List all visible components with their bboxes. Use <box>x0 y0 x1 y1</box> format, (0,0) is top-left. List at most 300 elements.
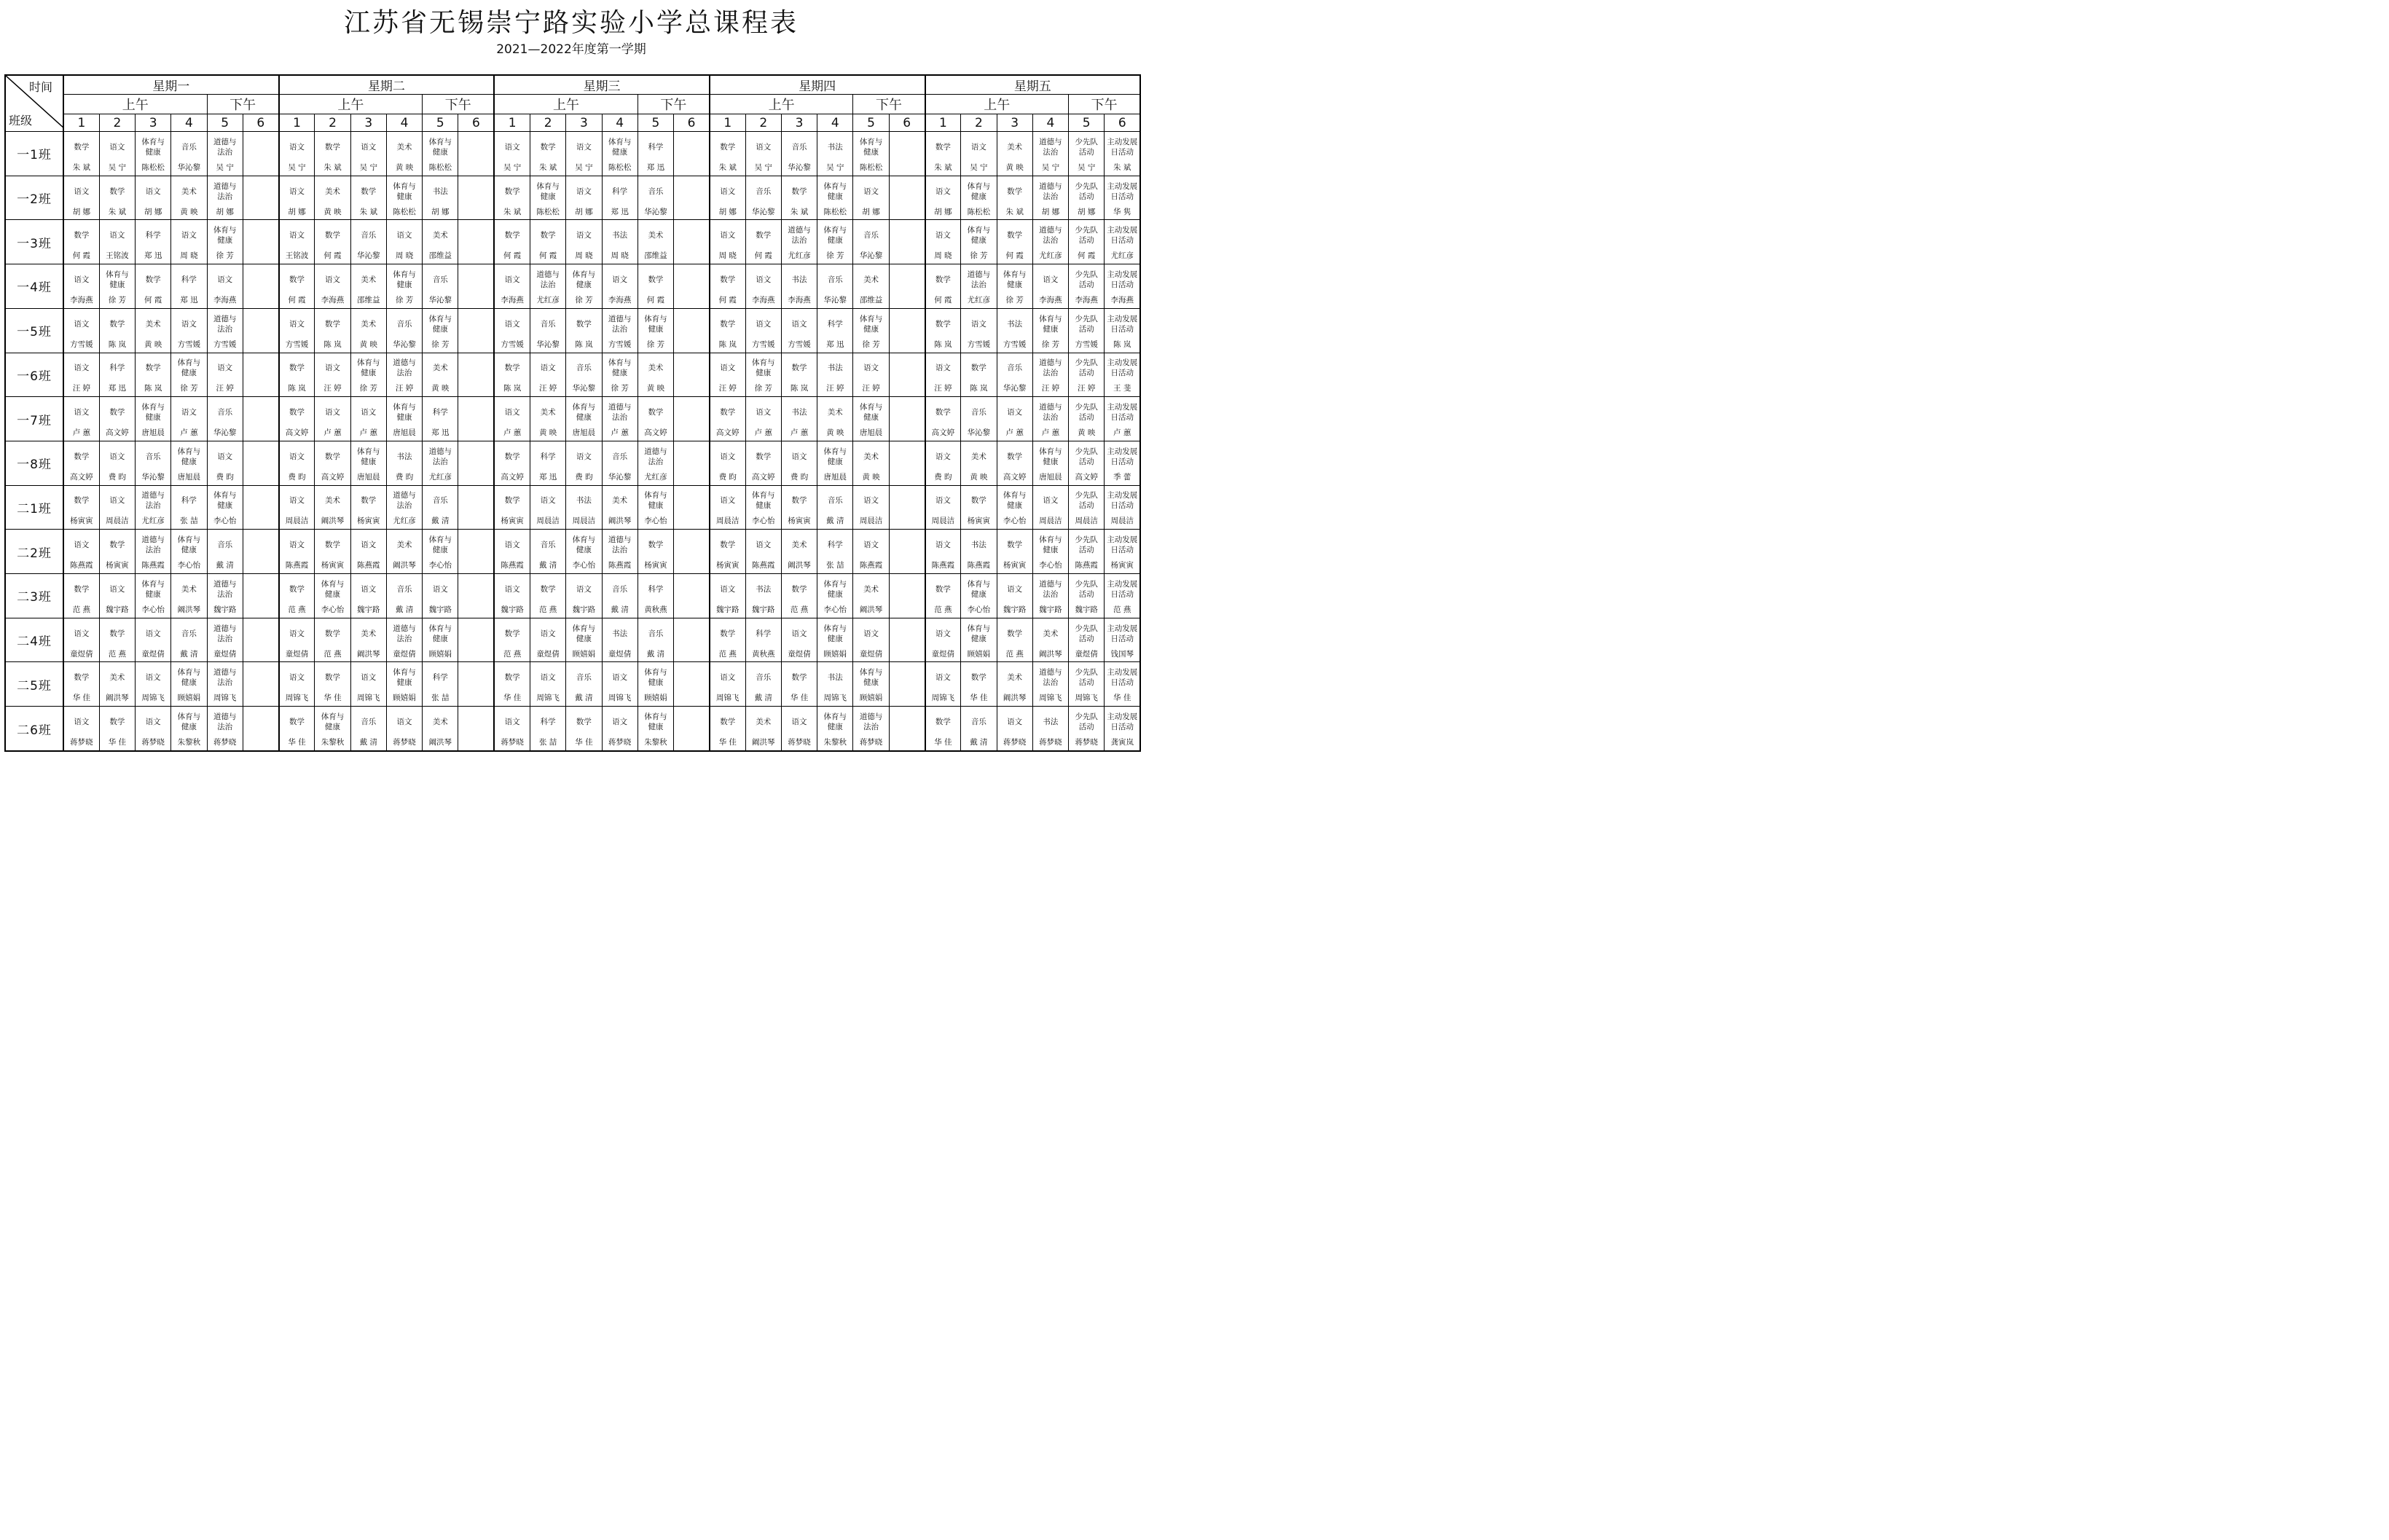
subject-label: 科学 <box>827 541 843 550</box>
schedule-cell <box>566 220 602 264</box>
teacher-name: 陈 岚 <box>575 339 593 349</box>
table-row <box>5 397 1140 441</box>
cell-content <box>315 663 350 705</box>
teacher-name: 戴 清 <box>754 694 772 703</box>
subject-label: 书法 <box>1007 319 1023 329</box>
teacher-name: 杨寅寅 <box>644 561 667 570</box>
subject-label: 语文 <box>74 186 90 196</box>
subject-label: 道德与 法治 <box>1039 579 1062 599</box>
teacher-name: 周锦飞 <box>608 694 632 703</box>
schedule-cell <box>279 485 315 530</box>
schedule-cell <box>171 132 207 176</box>
teacher-name: 阚洪琴 <box>859 605 883 614</box>
teacher-name: 周晨洁 <box>1110 516 1134 526</box>
subject-label <box>458 489 493 512</box>
teacher-name: 何 霞 <box>718 295 737 305</box>
table-row <box>5 485 1140 530</box>
subject-label: 少先队 活动 <box>1075 491 1098 511</box>
schedule-cell <box>386 397 422 441</box>
subject-label: 体育与 健康 <box>321 579 345 599</box>
teacher-name: 吴 宁 <box>575 162 593 172</box>
schedule-cell <box>243 264 278 309</box>
teacher-name: 尤红彦 <box>788 251 811 261</box>
cell-content <box>926 177 961 219</box>
subject-label <box>458 401 493 424</box>
teacher-name: 陈燕霞 <box>141 561 165 570</box>
teacher-name: 蒋梦晓 <box>1003 738 1027 747</box>
teacher-name: 蒋梦晓 <box>213 738 237 747</box>
teacher-name: 李海燕 <box>1039 295 1062 305</box>
subject-label: 科学 <box>648 142 664 152</box>
schedule-cell <box>315 662 350 707</box>
cell-content <box>782 530 817 573</box>
cell-content <box>746 353 781 396</box>
schedule-cell <box>1105 397 1140 441</box>
subject-label: 主动发展 日活动 <box>1107 403 1138 423</box>
subject-label <box>458 710 493 734</box>
subject-label: 语文 <box>145 718 161 727</box>
schedule-cell <box>1069 485 1105 530</box>
teacher-name: 魏宇路 <box>572 605 596 614</box>
cell-content <box>1069 663 1104 705</box>
cell-content <box>638 486 673 528</box>
subject-label <box>243 313 278 336</box>
schedule-cell <box>602 308 638 353</box>
schedule-cell <box>350 397 386 441</box>
schedule-cell <box>423 574 458 618</box>
schedule-cell <box>781 176 817 220</box>
schedule-cell <box>243 574 278 618</box>
cell-content <box>1069 619 1104 661</box>
schedule-cell <box>745 485 781 530</box>
cell-content <box>171 530 206 573</box>
schedule-cell <box>1069 574 1105 618</box>
teacher-name: 何 霞 <box>934 295 952 305</box>
schedule-cell <box>494 220 530 264</box>
cell-content <box>782 133 817 175</box>
subject-label: 美术 <box>827 408 843 417</box>
morning-header: 上午 <box>494 95 638 114</box>
schedule-cell <box>350 662 386 707</box>
schedule-cell <box>350 707 386 751</box>
teacher-name: 郑 迅 <box>538 472 557 482</box>
schedule-cell <box>745 132 781 176</box>
subject-label: 数学 <box>970 364 986 373</box>
subject-label: 语文 <box>720 364 736 373</box>
subject-label: 书法 <box>1043 718 1059 727</box>
cell-content <box>458 575 493 617</box>
cell-content <box>566 398 601 440</box>
day-header: 星期二 <box>279 75 495 95</box>
subject-label: 科学 <box>648 584 664 594</box>
schedule-cell <box>1105 530 1140 574</box>
cell-content <box>997 133 1032 175</box>
subject-label: 语文 <box>791 718 807 727</box>
subject-label: 语文 <box>109 231 125 240</box>
subject-label: 数学 <box>504 364 520 373</box>
afternoon-header: 下午 <box>638 95 710 114</box>
subject-label: 主动发展 日活动 <box>1107 624 1138 643</box>
schedule-cell <box>386 485 422 530</box>
cell-content <box>208 177 243 219</box>
schedule-cell <box>638 574 673 618</box>
subject-label: 语文 <box>970 319 986 329</box>
cell-content <box>782 619 817 661</box>
schedule-cell <box>889 618 925 662</box>
schedule-cell <box>638 176 673 220</box>
schedule-cell <box>674 397 710 441</box>
cell-content <box>208 353 243 396</box>
subject-label: 数学 <box>935 275 951 284</box>
subject-label: 数学 <box>145 275 161 284</box>
cell-content <box>603 177 638 219</box>
period-header: 2 <box>315 114 350 132</box>
teacher-name: 顾嬉娟 <box>859 694 883 703</box>
teacher-name: 范 燕 <box>718 649 737 659</box>
subject-label: 数学 <box>325 673 341 683</box>
cell-content <box>458 663 493 705</box>
teacher-name: 方雪媛 <box>752 339 775 349</box>
subject-label: 音乐 <box>181 629 197 638</box>
cell-content <box>315 707 350 750</box>
teacher-name: 方雪媛 <box>501 339 524 349</box>
teacher-name: 周 晓 <box>395 251 414 261</box>
cell-content <box>100 663 135 705</box>
schedule-cell <box>530 618 566 662</box>
cell-content <box>638 619 673 661</box>
schedule-cell <box>243 441 278 485</box>
cell-content <box>1033 442 1068 484</box>
cell-content <box>746 177 781 219</box>
subject-label: 美术 <box>432 718 448 727</box>
subject-label: 体育与 健康 <box>393 270 416 289</box>
schedule-cell <box>386 574 422 618</box>
teacher-name: 顾嬉娟 <box>393 694 416 703</box>
schedule-cell <box>494 397 530 441</box>
schedule-cell <box>279 397 315 441</box>
schedule-cell <box>279 353 315 397</box>
teacher-name: 卢 蕙 <box>359 428 377 438</box>
teacher-name: 唐旭晨 <box>177 472 201 482</box>
cell-content <box>674 707 709 750</box>
cell-content <box>817 663 852 705</box>
subject-label: 体育与 健康 <box>141 579 165 599</box>
teacher-name: 阚洪琴 <box>321 516 345 526</box>
cell-content <box>817 707 852 750</box>
schedule-cell <box>458 574 494 618</box>
cell-content <box>64 619 99 661</box>
teacher-name: 范 燕 <box>538 605 557 614</box>
schedule-cell <box>925 441 961 485</box>
cell-content <box>243 265 278 307</box>
subject-label: 音乐 <box>648 186 664 196</box>
teacher-name: 魏宇路 <box>357 605 380 614</box>
teacher-name: 黄 映 <box>862 472 880 482</box>
cell-content <box>566 707 601 750</box>
subject-label <box>674 401 709 424</box>
schedule-cell <box>781 308 817 353</box>
schedule-cell <box>1032 308 1068 353</box>
subject-label: 体育与 健康 <box>536 181 560 201</box>
schedule-cell <box>458 485 494 530</box>
schedule-cell <box>925 132 961 176</box>
subject-label: 语文 <box>181 408 197 417</box>
subject-label: 音乐 <box>756 673 772 683</box>
cell-content <box>674 310 709 352</box>
schedule-cell <box>243 530 278 574</box>
schedule-cell <box>638 220 673 264</box>
cell-content <box>64 310 99 352</box>
subject-label: 少先队 活动 <box>1075 447 1098 466</box>
subject-label <box>458 666 493 689</box>
schedule-cell <box>243 707 278 751</box>
cell-content <box>280 707 315 750</box>
subject-label <box>458 622 493 645</box>
subject-label: 语文 <box>289 452 305 461</box>
cell-content <box>961 133 996 175</box>
subject-label: 体育与 健康 <box>644 668 667 688</box>
subject-label: 主动发展 日活动 <box>1107 668 1138 688</box>
subject-label: 数学 <box>504 452 520 461</box>
schedule-cell <box>243 618 278 662</box>
schedule-cell <box>925 308 961 353</box>
cell-content <box>530 486 565 528</box>
subject-label: 语文 <box>74 364 90 373</box>
cell-content <box>853 177 888 219</box>
cell-content <box>171 133 206 175</box>
schedule-cell <box>315 353 350 397</box>
subject-label: 体育与 健康 <box>357 447 380 466</box>
cell-content <box>853 442 888 484</box>
cell-content <box>315 177 350 219</box>
cell-content <box>566 221 601 263</box>
schedule-cell <box>997 574 1032 618</box>
teacher-name: 杨寅寅 <box>106 561 129 570</box>
schedule-cell <box>925 662 961 707</box>
teacher-name: 陈松松 <box>536 207 560 216</box>
schedule-cell <box>710 441 745 485</box>
teacher-name: 费 昀 <box>288 472 306 482</box>
cell-content <box>926 442 961 484</box>
teacher-name: 汪 婷 <box>216 384 234 393</box>
teacher-name: 童煜倩 <box>213 649 237 659</box>
teacher-name: 戴 清 <box>826 516 844 526</box>
schedule-cell <box>925 264 961 309</box>
cell-content <box>603 442 638 484</box>
cell-content <box>817 575 852 617</box>
schedule-cell <box>602 530 638 574</box>
subject-label: 音乐 <box>791 142 807 152</box>
class-name: 一7班 <box>5 397 63 441</box>
cell-content <box>997 663 1032 705</box>
period-header: 6 <box>243 114 278 132</box>
subject-label: 语文 <box>791 319 807 329</box>
schedule-cell <box>423 707 458 751</box>
schedule-cell <box>1105 353 1140 397</box>
subject-label: 道德与 法治 <box>213 314 237 334</box>
subject-label <box>243 135 278 159</box>
teacher-name: 何 霞 <box>754 251 772 261</box>
teacher-name: 费 昀 <box>216 472 234 482</box>
schedule-cell <box>63 220 99 264</box>
schedule-cell <box>817 707 853 751</box>
cell-content <box>315 530 350 573</box>
cell-content <box>926 398 961 440</box>
cell-content <box>351 663 386 705</box>
cell-content <box>1069 133 1104 175</box>
teacher-name: 周锦飞 <box>141 694 165 703</box>
cell-content <box>710 442 745 484</box>
schedule-cell <box>136 220 171 264</box>
schedule-cell <box>745 308 781 353</box>
teacher-name: 华 佳 <box>575 738 593 747</box>
schedule-cell <box>99 662 135 707</box>
schedule-cell <box>638 397 673 441</box>
cell-content <box>746 442 781 484</box>
cell-content <box>853 486 888 528</box>
cell-content <box>423 442 458 484</box>
schedule-cell <box>423 530 458 574</box>
teacher-name: 范 燕 <box>323 649 342 659</box>
teacher-name: 龚寅岚 <box>1110 738 1134 747</box>
teacher-name: 吴 宁 <box>1078 162 1096 172</box>
schedule-cell <box>530 662 566 707</box>
teacher-name: 唐旭晨 <box>823 472 847 482</box>
subject-label: 语文 <box>935 231 951 240</box>
subject-label: 体育与 健康 <box>967 181 991 201</box>
table-row <box>5 353 1140 397</box>
schedule-cell <box>279 662 315 707</box>
cell-content <box>638 707 673 750</box>
cell-content <box>495 398 530 440</box>
subject-label: 数学 <box>504 231 520 240</box>
period-header: 3 <box>781 114 817 132</box>
subject-label: 数学 <box>325 629 341 638</box>
cell-content <box>926 707 961 750</box>
teacher-name: 郑 迅 <box>826 339 844 349</box>
schedule-cell <box>602 618 638 662</box>
cell-content <box>853 133 888 175</box>
cell-content <box>674 442 709 484</box>
cell-content <box>853 398 888 440</box>
subject-label: 美术 <box>863 584 879 594</box>
cell-content <box>1033 221 1068 263</box>
schedule-cell <box>1032 707 1068 751</box>
teacher-name: 陈 岚 <box>790 384 809 393</box>
schedule-cell <box>817 264 853 309</box>
schedule-cell <box>136 308 171 353</box>
cell-content <box>351 133 386 175</box>
schedule-cell <box>745 707 781 751</box>
teacher-name: 胡 娜 <box>144 207 162 216</box>
subject-label: 少先队 活动 <box>1075 181 1098 201</box>
subject-label <box>890 622 925 645</box>
teacher-name: 高文婷 <box>70 472 93 482</box>
teacher-name: 周锦飞 <box>823 694 847 703</box>
subject-label: 美术 <box>361 629 377 638</box>
subject-label: 数学 <box>935 142 951 152</box>
subject-label: 道德与 法治 <box>608 314 632 334</box>
subject-label: 语文 <box>1007 584 1023 594</box>
schedule-cell <box>745 353 781 397</box>
schedule-cell <box>1069 308 1105 353</box>
cell-content <box>638 265 673 307</box>
teacher-name: 李心怡 <box>752 516 775 526</box>
cell-content <box>746 486 781 528</box>
teacher-name: 杨寅寅 <box>1003 561 1027 570</box>
schedule-cell <box>997 220 1032 264</box>
cell-content <box>208 619 243 661</box>
subject-label: 道德与 法治 <box>1039 668 1062 688</box>
schedule-cell <box>171 662 207 707</box>
cell-content <box>674 663 709 705</box>
teacher-name: 陈燕霞 <box>501 561 524 570</box>
schedule-cell <box>279 220 315 264</box>
cell-content <box>997 398 1032 440</box>
subject-label: 语文 <box>109 452 125 461</box>
subject-label: 少先队 活动 <box>1075 712 1098 732</box>
subject-label: 美术 <box>396 142 412 152</box>
cell-content <box>423 663 458 705</box>
cell-content <box>315 353 350 396</box>
schedule-cell <box>63 308 99 353</box>
subject-label <box>243 445 278 468</box>
cell-content <box>423 353 458 396</box>
teacher-name: 卢 蕙 <box>611 428 629 438</box>
subject-label: 体育与 健康 <box>967 226 991 245</box>
cell-content <box>495 442 530 484</box>
cell-content <box>603 619 638 661</box>
teacher-name: 蒋梦晓 <box>70 738 93 747</box>
schedule-cell <box>961 397 997 441</box>
teacher-name: 李海燕 <box>752 295 775 305</box>
subject-label: 主动发展 日活动 <box>1107 447 1138 466</box>
schedule-cell <box>853 353 889 397</box>
cell-content <box>746 221 781 263</box>
subject-label: 音乐 <box>827 496 843 506</box>
teacher-name: 周晨洁 <box>716 516 740 526</box>
schedule-cell <box>423 220 458 264</box>
subject-label: 语文 <box>109 142 125 152</box>
cell-content <box>926 353 961 396</box>
cell-content <box>603 265 638 307</box>
cell-content <box>1033 133 1068 175</box>
cell-content <box>351 442 386 484</box>
schedule-cell <box>961 220 997 264</box>
teacher-name: 李心怡 <box>321 605 345 614</box>
cell-content <box>315 265 350 307</box>
teacher-name: 卢 蕙 <box>72 428 91 438</box>
subject-label: 体育与 健康 <box>572 624 596 643</box>
teacher-name: 卢 蕙 <box>1041 428 1060 438</box>
subject-label: 语文 <box>361 142 377 152</box>
schedule-cell <box>674 618 710 662</box>
cell-content <box>315 133 350 175</box>
cell-content <box>136 221 170 263</box>
teacher-name: 魏宇路 <box>501 605 524 614</box>
schedule-cell <box>638 618 673 662</box>
subject-label: 少先队 活动 <box>1075 270 1098 289</box>
teacher-name: 华 隽 <box>1113 207 1131 216</box>
teacher-name: 汪 婷 <box>1078 384 1096 393</box>
teacher-name: 高文婷 <box>1075 472 1098 482</box>
subject-label <box>458 533 493 557</box>
subject-label: 音乐 <box>396 584 412 594</box>
cell-content <box>603 221 638 263</box>
cell-content <box>171 442 206 484</box>
schedule-cell <box>745 662 781 707</box>
schedule-cell <box>243 353 278 397</box>
